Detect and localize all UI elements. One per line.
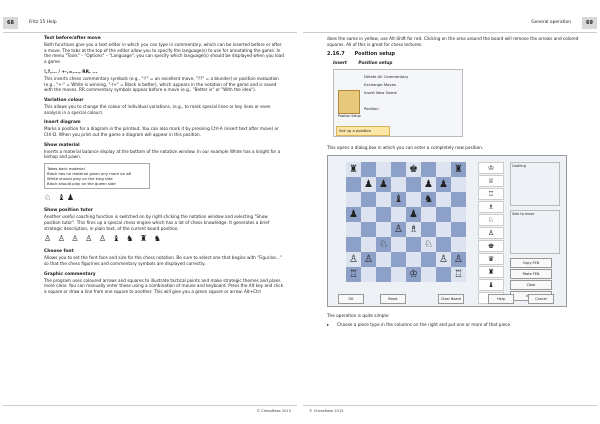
board-square[interactable] [391, 177, 406, 192]
section-graphic-commentary [44, 272, 285, 295]
clear-board-button[interactable]: Clear Board [438, 294, 464, 304]
copy-fen-button[interactable]: Copy FEN [510, 258, 552, 268]
board-square[interactable] [451, 222, 466, 237]
section-heading: !,?,... / +-,=,..., RR, ... [44, 69, 98, 75]
right-header [303, 16, 597, 33]
board-square[interactable] [376, 207, 391, 222]
section-text: Allows you to set the font face and size for the chess notation. Be sure to select one that begins with "Figurine..." so that the chess figurines and commentary symbols are displayed correctly. [44, 255, 282, 266]
ribbon-item[interactable]: Insert New Game [364, 90, 397, 96]
white-queen-icon[interactable]: ♕ [478, 175, 504, 187]
left-page-number: 68 [3, 17, 18, 29]
after-text: The operation is quite simple: [327, 313, 390, 319]
board-square[interactable] [421, 207, 436, 222]
position-setup-icon[interactable] [338, 90, 360, 114]
board-square[interactable] [451, 237, 466, 252]
intro-text: does the same in yellow, use Alt-Shift for red. Clicking on the area around the board will remove the arrows and colored squares. All of this is great for chess lectures. [327, 36, 579, 47]
section-text: This inserts chess commentary symbols (e.g., "!!" = an excellent move, "??" = a blunder) or position evaluation (e.g., "+-" = White is winning, "-/+" = Black is better), which appears in the notation of the game and is saved with the moves. RR commentary symbols appear before a move (e.g., "Better is" or "With the idea"). [44, 75, 279, 93]
board-square[interactable] [436, 267, 451, 282]
section-text-before-after [44, 36, 285, 65]
board-square[interactable] [391, 267, 406, 282]
material-line: Black has no material given any more on a8 [47, 171, 131, 177]
board-square[interactable] [421, 267, 436, 282]
dialog-caption: This opens a dialog box in which you can enter a completely new position. [327, 145, 484, 151]
section-heading: Show position tutor [44, 208, 93, 214]
board-square[interactable] [346, 177, 361, 192]
board-square[interactable] [406, 192, 421, 207]
material-box [44, 163, 150, 189]
section-symbols [44, 70, 285, 93]
right-body [327, 36, 581, 331]
left-footer [3, 405, 297, 413]
breadcrumb [333, 60, 581, 65]
board-square[interactable] [361, 162, 376, 177]
section-position-tutor [44, 208, 285, 244]
board-square[interactable] [436, 162, 451, 177]
white-pawn-icon[interactable]: ♙ [478, 227, 504, 239]
ribbon-screenshot [333, 69, 463, 137]
board-square[interactable]: ♟ [436, 177, 451, 192]
board-square[interactable] [346, 192, 361, 207]
section-insert-diagram [44, 120, 285, 137]
board-square[interactable] [391, 207, 406, 222]
left-body [44, 36, 285, 300]
board-square[interactable]: ♙ [391, 222, 406, 237]
board-square[interactable] [436, 207, 451, 222]
section-variation-colour [44, 98, 285, 115]
section-heading [327, 51, 581, 57]
section-title: Position setup [354, 51, 395, 58]
board-square[interactable] [376, 222, 391, 237]
white-king-icon[interactable]: ♔ [478, 162, 504, 174]
material-line: Black should play on the queen side [47, 181, 116, 187]
black-king-icon[interactable]: ♚ [478, 240, 504, 252]
board-square[interactable]: ♖ [346, 267, 361, 282]
board-square[interactable] [346, 222, 361, 237]
options-panel [510, 162, 560, 301]
board-square[interactable] [376, 252, 391, 267]
board-square[interactable] [391, 252, 406, 267]
reset-button[interactable]: Reset [380, 294, 406, 304]
section-text: Inserts a material balance display at the bottom of the notation window. In our example White has a knight for a bishop and pawn. [44, 148, 281, 160]
board-square[interactable]: ♟ [361, 177, 376, 192]
chess-board[interactable] [346, 162, 466, 282]
dialog-button-row [338, 294, 556, 303]
section-text: This allows you to change the colour of individual variations, (e.g., to mark special lines or key lines or even analysis in a special colour). [44, 103, 271, 115]
board-square[interactable] [421, 252, 436, 267]
piece-palette [478, 162, 504, 305]
board-square[interactable]: ♟ [376, 177, 391, 192]
tutor-pieces: ♙ ♙ ♙ ♙ ♙ ♝ ♞ ♜ ♞ [44, 234, 163, 244]
board-square[interactable]: ♞ [421, 192, 436, 207]
board-square[interactable] [361, 237, 376, 252]
section-text: Another useful coaching function is switched on by right-clicking the notation window and selecting "Show position tutor". This fires up a special chess engine which has a lot of chess knowledge. It generates a brief strategic description, in plain text, of the current board position. [44, 214, 270, 231]
section-heading: Text before/after move [44, 36, 101, 41]
ribbon-icon-label: Position Setup [338, 114, 361, 119]
right-footer-text: © ChessBase 2015 [309, 409, 344, 413]
section-heading: Graphic commentary [44, 271, 96, 277]
ribbon-selected-item[interactable]: Set up a position [336, 126, 390, 136]
board-square[interactable] [361, 267, 376, 282]
left-header [3, 16, 297, 33]
left-footer-text: © ChessBase 2015 [256, 409, 291, 413]
board-square[interactable]: ♔ [406, 267, 421, 282]
board-square[interactable] [346, 237, 361, 252]
black-bishop-icon[interactable]: ♝ [478, 279, 504, 291]
black-queen-icon[interactable]: ♛ [478, 253, 504, 265]
ribbon-item[interactable]: Position [364, 106, 379, 112]
board-square[interactable]: ♙ [361, 252, 376, 267]
section-heading: Variation colour [44, 97, 84, 103]
board-square[interactable] [361, 192, 376, 207]
board-square[interactable]: ♙ [436, 252, 451, 267]
section-text: Marks a position for a diagram in the printout. You can also mark it by pressing Ctrl-A (insert text after move) or Ctrl-D. When you print out the game a diagram will appear in this position. [44, 126, 279, 138]
board-square[interactable] [376, 192, 391, 207]
ok-button[interactable]: OK [338, 294, 364, 304]
board-square[interactable] [361, 222, 376, 237]
board-square[interactable]: ♗ [406, 222, 421, 237]
board-square[interactable] [391, 237, 406, 252]
white-rook-icon[interactable]: ♖ [478, 188, 504, 200]
help-button[interactable]: Help [488, 294, 514, 304]
board-square[interactable] [436, 222, 451, 237]
section-text: The program uses coloured arrows and squares to illustrate tactical points and make strategic themes and plans more clear. You can manually enter these using a combination of mouse and keyboard. Press the Alt key and click a square or draw a line from one square to another: This will give you a green square or arrow. Alt+Ctrl [44, 277, 284, 295]
breadcrumb-item: Position setup [358, 60, 393, 66]
white-bishop-icon[interactable]: ♗ [478, 201, 504, 213]
material-pieces: ♘ ♝♟ [44, 193, 77, 203]
board-square[interactable]: ♝ [391, 192, 406, 207]
board-square[interactable]: ♜ [451, 162, 466, 177]
board-square[interactable] [406, 252, 421, 267]
board-square[interactable] [406, 177, 421, 192]
board-square[interactable] [451, 177, 466, 192]
section-heading: Choose font [44, 249, 74, 255]
bullet-item: ▸ Choose a piece type in the columns on the right and put one or more of that piece [327, 322, 581, 328]
ribbon-item[interactable]: Exchange Moves [364, 82, 396, 88]
material-line: Takes back material [47, 166, 85, 172]
board-square[interactable]: ♚ [406, 162, 421, 177]
black-rook-icon[interactable]: ♜ [478, 266, 504, 278]
board-square[interactable]: ♘ [376, 237, 391, 252]
board-square[interactable] [421, 222, 436, 237]
ribbon-item[interactable]: Delete All Commentary [364, 74, 409, 80]
clear-button[interactable]: Clear [510, 280, 552, 290]
board-square[interactable] [451, 192, 466, 207]
board-square[interactable]: ♘ [421, 237, 436, 252]
section-heading: Insert diagram [44, 120, 81, 126]
white-knight-icon[interactable]: ♘ [478, 214, 504, 226]
board-square[interactable]: ♟ [346, 207, 361, 222]
material-line: White should play on the king side [47, 176, 113, 182]
board-square[interactable] [391, 162, 406, 177]
right-page-number: 69 [582, 17, 597, 29]
right-header-title: General operation [531, 20, 571, 25]
board-square[interactable]: ♟ [421, 177, 436, 192]
left-page [3, 0, 297, 424]
side-to-move-group[interactable] [510, 210, 560, 254]
breadcrumb-item: Insert [333, 60, 347, 66]
section-number: 2.16.7 [327, 51, 345, 58]
board-square[interactable]: ♖ [451, 267, 466, 282]
position-setup-dialog [327, 155, 567, 307]
board-square[interactable] [421, 162, 436, 177]
section-text: Both functions give you a text editor in which you can type in commentary, which can be inserted before or after a move. The tabs at the top of the editor allow you to specify the language(s) to use for annotating the game. In the menu "Tools" – "Options" – "Language", you can specify which language(s) should be displayed when you load a game. [44, 42, 284, 65]
board-square[interactable] [376, 267, 391, 282]
group-label: Castling [512, 164, 526, 169]
board-square[interactable]: ♙ [346, 252, 361, 267]
board-square[interactable] [451, 207, 466, 222]
right-footer [303, 405, 597, 413]
section-choose-font [44, 249, 285, 266]
castling-group[interactable] [510, 162, 560, 206]
section-show-material [44, 143, 285, 203]
right-page [303, 0, 597, 424]
group-label: Side to move [512, 212, 535, 217]
cancel-button[interactable]: Cancel [528, 294, 554, 304]
board-square[interactable] [436, 192, 451, 207]
board-square[interactable]: ♜ [346, 162, 361, 177]
paste-fen-button[interactable]: Paste FEN [510, 269, 552, 279]
section-heading: Show material [44, 142, 80, 148]
board-square[interactable]: ♙ [451, 252, 466, 267]
left-header-title: Fritz 15 Help [29, 20, 57, 25]
board-square[interactable] [406, 237, 421, 252]
board-square[interactable] [361, 207, 376, 222]
board-square[interactable] [436, 237, 451, 252]
board-square[interactable] [376, 162, 391, 177]
board-square[interactable]: ♟ [406, 207, 421, 222]
